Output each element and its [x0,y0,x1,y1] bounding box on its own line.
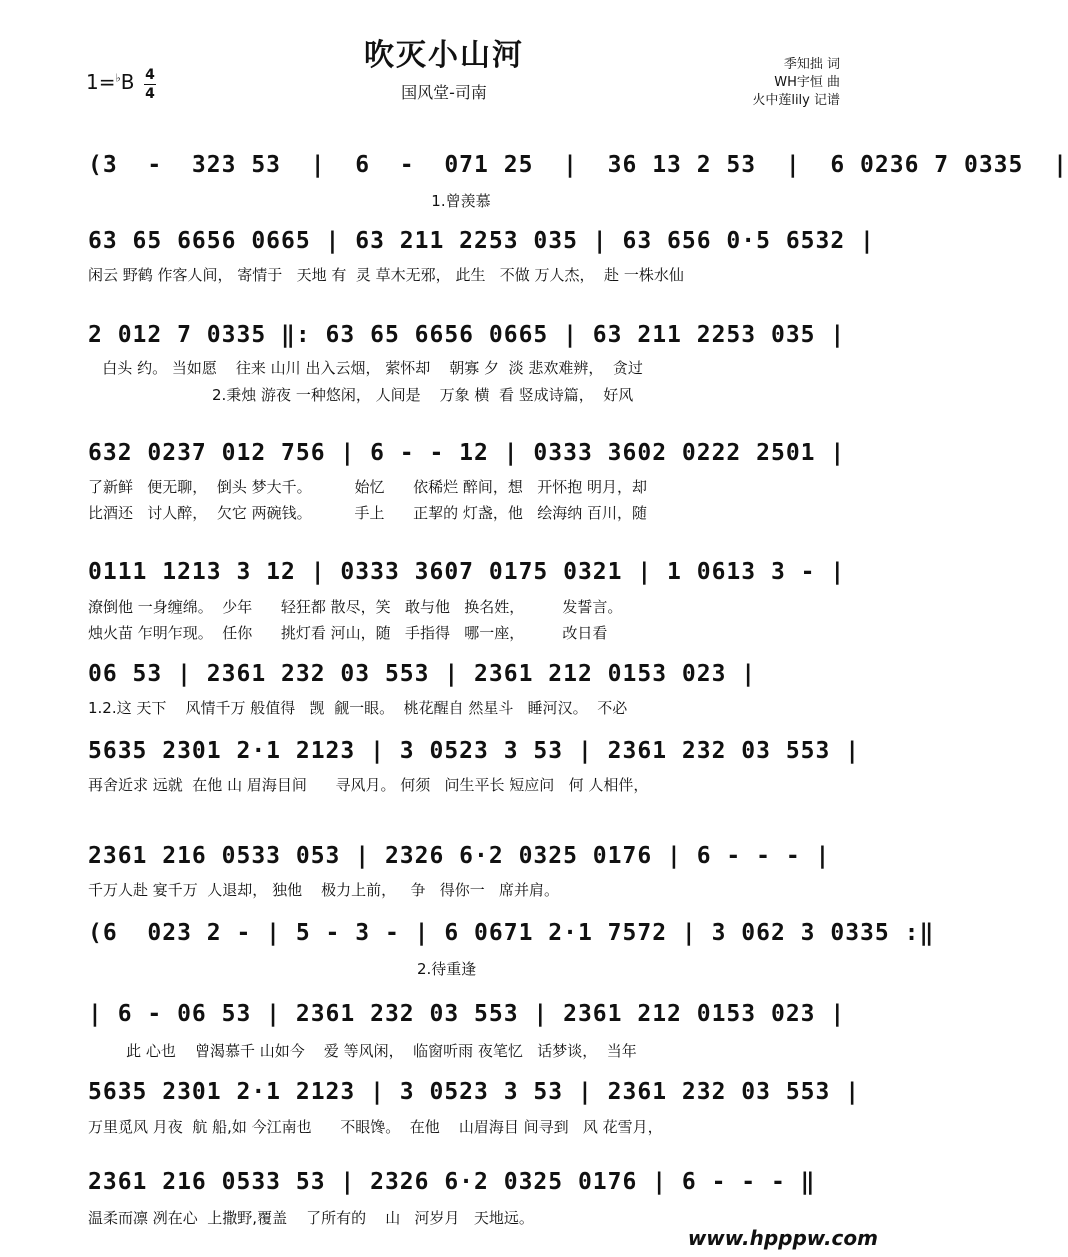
credits [752,56,840,110]
song-title: 吹灭小山河 [364,38,524,73]
composer-credit: WH宇恒 曲 [774,75,840,90]
time-denominator: 4 [145,86,155,102]
lyric-row: 此 心也 曾渴慕千 山如今 爱 等风闲， 临窗听雨 夜笔忆 话梦谈， 当年 [88,1042,637,1060]
lyric-row: 2.待重逢 [88,960,477,978]
notation-row: 63 65 6656 0665 | 63 211 2253 035 | 63 656 0·5 6532 | [88,228,875,254]
song-subtitle: 国风堂-司南 [401,83,487,102]
notation-row: 5635 2301 2·1 2123 | 3 0523 3 53 | 2361 232 03 553 | [88,738,861,764]
lyric-row: 千万人赴 宴千万 人退却， 独他 极力上前， 争 得你一 席并肩。 [88,881,560,899]
lyric-row: 潦倒他 一身缠绵。 少年 轻狂都 散尽，笑 敢与他 换名姓， 发誓言。 [88,598,623,616]
flat-sign: ♭ [115,71,121,85]
lyric-row: 温柔而凛 冽在心 上撒野,覆盖 了所有的 山 河岁月 天地远。 [88,1209,534,1227]
lyric-row: 比酒还 讨人醉， 欠它 两碗钱。 手上 正挈的 灯盏，他 绘海纳 百川，随 [88,504,647,522]
transcriber-credit: 火中莲lily 记谱 [752,93,840,108]
time-signature [144,66,156,103]
lyric-row: 白头 约。 当如愿 往来 山川 出入云烟， 萦怀却 朝寡 夕 淡 悲欢难辨， 贪过 [88,359,643,377]
lyricist-credit: 季知拙 词 [783,57,840,72]
notation-row: 2361 216 0533 53 | 2326 6·2 0325 0176 | 6 - - - ‖ [88,1169,816,1195]
key-prefix: 1= [86,70,116,94]
notation-row: 2 012 7 0335 ‖: 63 65 6656 0665 | 63 211 2253 035 | [88,322,846,348]
notation-row: (3 - 323 53 | 6 - 071 25 | 36 13 2 53 | 6 0236 7 0335 | [88,152,1068,178]
notation-row: (6 023 2 - | 5 - 3 - | 6 0671 2·1 7572 | 3 062 3 0335 :‖ [88,920,935,946]
lyric-row: 万里觅风 月夜 航 船,如 今江南也 不眼馋。 在他 山眉海目 间寻到 风 花雪月， [88,1118,663,1136]
time-numerator: 4 [145,67,155,83]
notation-row: 632 0237 012 756 | 6 - - 12 | 0333 3602 0222 2501 | [88,440,846,466]
lyric-row: 再舍近求 远就 在他 山 眉海目间 寻风月。 何须 问生平长 短应问 何 人相伴， [88,776,649,794]
lyric-row: 烛火苗 乍明乍现。 任你 挑灯看 河山，随 手指得 哪一座， 改日看 [88,624,608,642]
notation-row: 5635 2301 2·1 2123 | 3 0523 3 53 | 2361 232 03 553 | [88,1079,861,1105]
watermark-logo: www.hpppw.com [687,1226,878,1250]
lyric-row: 闲云 野鹤 作客人间， 寄情于 天地 有 灵 草木无邪， 此生 不做 万人杰， 赴 一株水仙 [88,266,684,284]
lyric-row: 了新鲜 便无聊， 倒头 梦大千。 始忆 依稀烂 醉间，想 开怀抱 明月，却 [88,478,647,496]
notation-row: | 6 - 06 53 | 2361 232 03 553 | 2361 212 0153 023 | [88,1001,846,1027]
key-signature [86,70,134,94]
lyric-row: 2.秉烛 游夜 一种悠闲， 人间是 万象 横 看 竖成诗篇， 好风 [88,386,634,404]
lyric-row: 1.曾羡慕 [88,192,491,210]
notation-row: 06 53 | 2361 232 03 553 | 2361 212 0153 023 | [88,661,757,687]
lyric-row: 1.2.这 天下 风情千万 般值得 觊 觎一眼。 桃花醒自 然星斗 睡河汉。 不必 [88,699,628,717]
notation-row: 2361 216 0533 053 | 2326 6·2 0325 0176 | 6 - - - | [88,843,831,869]
notation-row: 0111 1213 3 12 | 0333 3607 0175 0321 | 1 0613 3 - | [88,559,846,585]
key-note: B [120,70,135,94]
